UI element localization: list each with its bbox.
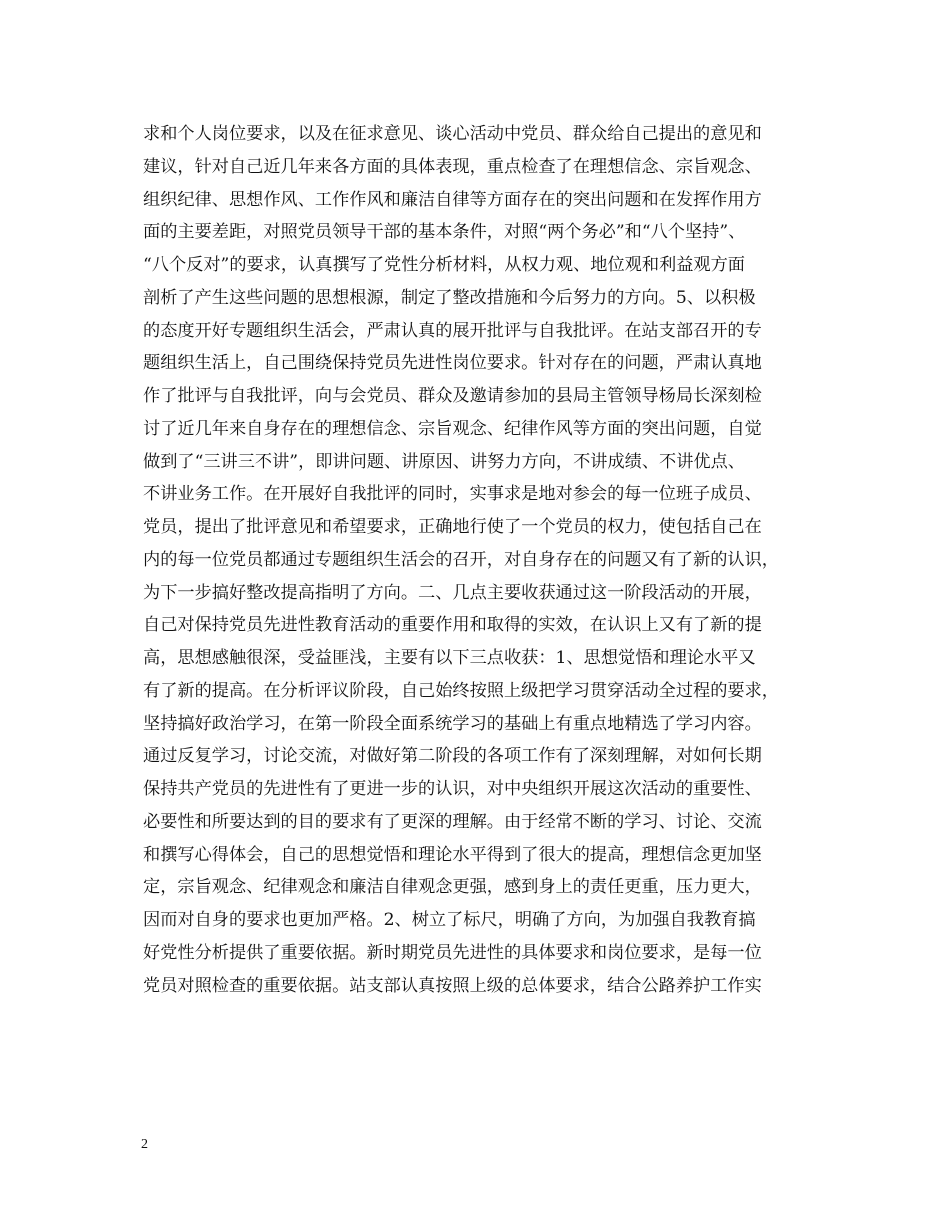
text-line: 作了批评与自我批评，向与会党员、群众及邀请参加的县局主管领导杨局长深刻检 [143,386,762,406]
text-line: 剖析了产生这些问题的思想根源，制定了整改措施和今后努力的方向。5、以积极 [143,287,756,308]
text-line: 高，思想感触很深，受益匪浅，主要有以下三点收获：1、思想觉悟和理论水平又 [143,648,756,668]
text-line: 好党性分析提供了重要依据。新时期党员先进性的具体要求和岗位要求，是每一位 [143,942,762,963]
text-line: “八个反对”的要求，认真撰写了党性分析材料，从权力观、地位观和利益观方面 [143,255,745,275]
body-text [143,118,833,1002]
text-line: 党员对照检查的重要依据。站支部认真按照上级的总体要求，结合公路养护工作实 [143,975,762,996]
text-line: 自己对保持党员先进性教育活动的重要作用和取得的实效，在认识上又有了新的提 [143,615,762,636]
text-line: 党员，提出了批评意见和希望要求，正确地行使了一个党员的权力，使包括自己在 [143,517,762,537]
text-line: 不讲业务工作。在开展好自我批评的同时，实事求是地对参会的每一位班子成员、 [143,484,762,505]
text-line: 必要性和所要达到的目的要求有了更深的理解。由于经常不断的学习、讨论、交流 [143,811,762,832]
text-line: 和撰写心得体会，自己的思想觉悟和理论水平得到了很大的提高，理想信念更加坚 [143,844,762,865]
text-line: 内的每一位党员都通过专题组织生活会的召开，对自身存在的问题又有了新的认识， [143,549,779,570]
text-line: 因而对自身的要求也更加严格。2、树立了标尺，明确了方向，为加强自我教育搞 [143,910,756,930]
text-line: 通过反复学习，讨论交流，对做好第二阶段的各项工作有了深刻理解，对如何长期 [143,746,762,767]
text-line: 做到了“三讲三不讲”，即讲问题、讲原因、讲努力方向，不讲成绩、不讲优点、 [143,451,745,472]
text-line: 求和个人岗位要求，以及在征求意见、谈心活动中党员、群众给自己提出的意见和 [143,124,762,144]
text-line: 坚持搞好政治学习，在第一阶段全面系统学习的基础上有重点地精选了学习内容。 [143,713,762,734]
text-line: 的态度开好专题组织生活会，严肃认真的展开批评与自我批评。在站支部召开的专 [143,320,762,341]
text-line: 为下一步搞好整改提高指明了方向。二、几点主要收获通过这一阶段活动的开展， [143,582,762,603]
text-line: 组织纪律、思想作风、工作作风和廉洁自律等方面存在的突出问题和在发挥作用方 [143,189,762,210]
text-line: 面的主要差距，对照党员领导干部的基本条件，对照“两个务必”和“八个坚持”、 [143,222,746,243]
text-line: 题组织生活上，自己围绕保持党员先进性岗位要求。针对存在的问题，严肃认真地 [143,353,762,374]
text-line: 讨了近几年来自身存在的理想信念、宗旨观念、纪律作风等方面的突出问题，自觉 [143,418,762,439]
page-number: 2 [141,1137,148,1152]
text-line: 有了新的提高。在分析评议阶段，自己始终按照上级把学习贯穿活动全过程的要求， [143,680,779,701]
text-line: 定，宗旨观念、纪律观念和廉洁自律观念更强，感到身上的责任更重，压力更大， [143,877,762,898]
text-line: 保持共产党员的先进性有了更进一步的认识，对中央组织开展这次活动的重要性、 [143,779,762,799]
text-line: 建议，针对自己近几年来各方面的具体表现，重点检查了在理想信念、宗旨观念、 [143,156,762,177]
